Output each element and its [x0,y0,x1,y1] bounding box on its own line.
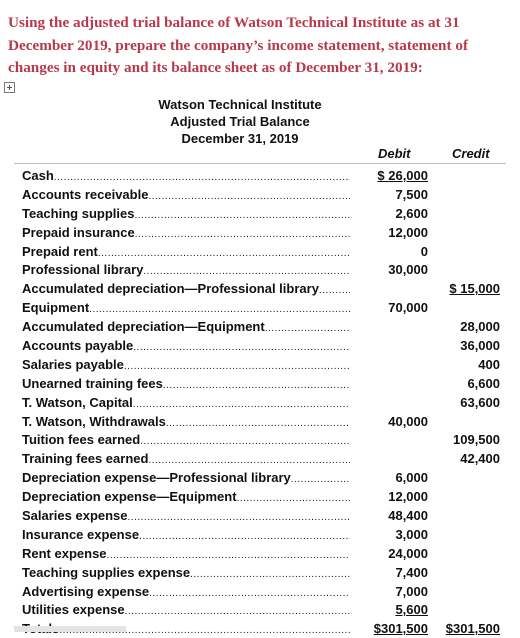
account-name: Salaries expense [22,508,128,524]
debit-amount: 7,000 [395,583,428,599]
account-name: Cash [22,168,54,183]
debit-column-header: Debit [378,146,411,161]
credit-amount: 42,400 [460,451,500,467]
statement-date: December 31, 2019 [181,131,299,146]
table-row [22,374,502,393]
account-label [22,451,350,466]
account-label [22,300,350,315]
statement-title: Adjusted Trial Balance [170,114,310,129]
credit-amount: 6,600 [467,375,500,391]
table-row [22,487,502,506]
credit-amount: 63,600 [460,394,500,410]
debit-amount: 7,400 [395,564,428,580]
table-row [22,430,502,449]
account-label [22,508,350,523]
table-row [22,412,502,431]
account-name: Prepaid rent [22,243,98,259]
account-name: Rent expense [22,545,107,561]
account-label [22,546,350,561]
table-row [22,185,502,204]
account-label [22,432,350,447]
debit-amount: 7,500 [395,186,428,202]
debit-amount: 0 [420,243,428,259]
account-name: Professional library [22,262,144,278]
table-row [22,223,502,242]
debit-amount: 12,000 [388,489,428,505]
account-name: Equipment [22,300,90,316]
account-name: Depreciation expense—Equipment [22,489,237,505]
account-label [22,470,350,485]
credit-amount: 400 [478,356,500,372]
table-row [22,582,502,601]
account-name: Unearned training fees [22,375,163,391]
question-text: Using the adjusted trial balance of Watson Technical Institute as at 31 December 2019, prepare the company’s income statement, statement of changes in equity and its balance sheet as of December 31, 2019: [8,14,469,76]
account-name: Tuition fees earned [22,432,141,448]
account-label [22,338,350,353]
table-row [22,204,502,223]
table-row [22,544,502,563]
table-row [22,317,502,336]
debit-amount: 3,000 [395,526,428,542]
table-row [22,449,502,468]
account-label [22,281,350,296]
header-divider [14,163,506,164]
account-label [22,225,350,240]
debit-amount: $301,500 [373,621,428,637]
account-name: Prepaid insurance [22,224,135,240]
account-name: Accumulated depreciation—Equipment [22,319,265,335]
debit-amount: 5,600 [395,602,428,618]
expand-icon[interactable] [4,82,15,93]
account-name: Utilities expense [22,602,125,618]
account-name: Insurance expense [22,526,140,542]
account-label [22,262,350,277]
debit-amount: 40,000 [388,413,428,429]
table-row [22,393,502,412]
account-label [22,584,350,599]
account-name: Teaching supplies expense [22,564,191,580]
scroll-overlay [14,626,126,632]
account-label [22,602,350,617]
table-row [22,298,502,317]
account-name: Depreciation expense—Professional library [22,470,291,486]
credit-amount: 36,000 [460,338,500,354]
account-name: Teaching supplies [22,205,135,221]
account-name: Accumulated depreciation—Professional library [22,281,319,297]
account-label [22,244,350,259]
account-label [22,395,350,410]
debit-amount: 70,000 [388,300,428,316]
credit-amount: $ 15,000 [449,281,500,297]
debit-amount: $ 26,000 [377,168,428,183]
table-row [22,242,502,261]
account-label [22,357,350,372]
table-row [22,468,502,487]
company-name: Watson Technical Institute [158,97,322,112]
credit-column-header: Credit [452,146,490,161]
credit-amount: $301,500 [445,621,500,637]
account-name: Salaries payable [22,356,124,372]
table-row [22,166,502,185]
account-label [22,489,350,504]
account-name: T. Watson, Capital [22,394,133,410]
debit-amount: 48,400 [388,508,428,524]
table-row [22,506,502,525]
account-name: Advertising expense [22,583,150,599]
debit-amount: 24,000 [388,545,428,561]
table-row [22,525,502,544]
account-label [22,168,350,183]
account-name: Accounts receivable [22,186,149,202]
credit-amount: 28,000 [460,319,500,335]
account-label [22,187,350,202]
account-label [22,206,350,221]
debit-amount: 12,000 [388,224,428,240]
account-label [22,565,350,580]
debit-amount: 30,000 [388,262,428,278]
table-row [22,279,502,298]
credit-amount: 109,500 [453,432,500,448]
account-label [22,376,350,391]
account-label [22,319,350,334]
debit-amount: 2,600 [395,205,428,221]
account-name: Accounts payable [22,338,134,354]
table-row [22,260,502,279]
table-row [22,600,502,619]
table-row [22,336,502,355]
table-row [22,355,502,374]
debit-amount: 6,000 [395,470,428,486]
account-name: Training fees earned [22,451,149,467]
account-label [22,414,350,429]
table-row [22,563,502,582]
account-label [22,527,350,542]
account-name: T. Watson, Withdrawals [22,413,166,429]
trial-balance-table [22,166,502,638]
